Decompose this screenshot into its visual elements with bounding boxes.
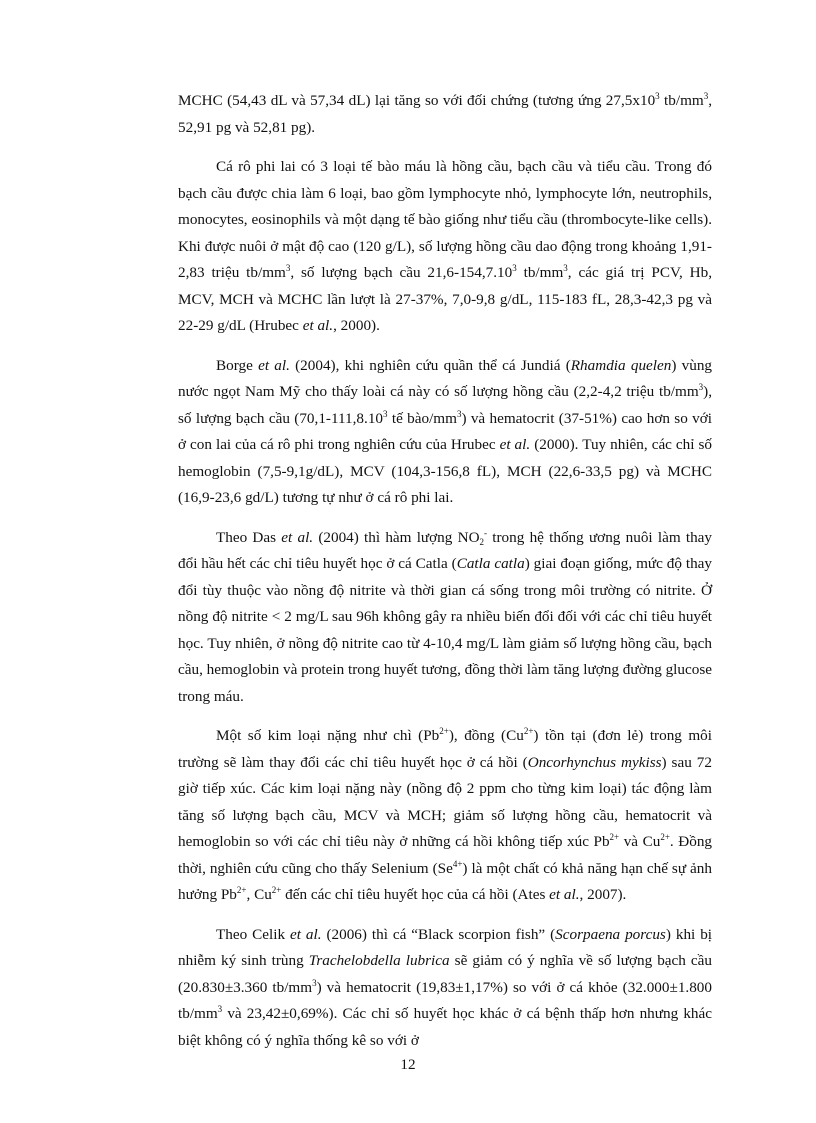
superscript: 3 [655, 91, 660, 101]
text-run: và 23,42±0,69%). Các chỉ số huyết học khác ở cá bệnh thấp hơn nhưng khác biệt không có ý nghĩa thống kê so với ở [178, 1005, 712, 1049]
text-run: ) là một chất có khả năng hạn chế sự ảnh hưởng Pb [178, 859, 712, 903]
superscript: 3 [703, 91, 709, 101]
text-run: ), số lượng bạch cầu (70,1-111,8.10 [178, 383, 712, 427]
text-run: sẽ giảm có ý nghĩa về số lượng bạch cầu (20.830±3.360 tb/mm [178, 952, 713, 996]
text-run: , 52,91 pg và 52,81 pg). [178, 92, 712, 136]
text-run: tế bào/mm [387, 409, 457, 427]
subscript: 2 [479, 536, 485, 547]
text-run: Borge [216, 356, 259, 374]
paragraph-1 [178, 88, 712, 141]
superscript: 3 [456, 408, 462, 419]
paragraph-3 [178, 353, 712, 512]
italic-text: et al. [549, 886, 580, 903]
text-run: ) và hematocrit (19,83±1,17%) so với ở cá khỏe (32.000±1.800 tb/mm [178, 978, 712, 1022]
superscript: 2+ [439, 726, 449, 736]
italic-text: Rhamdia quelen [570, 356, 672, 374]
paragraph-4 [178, 525, 712, 711]
superscript: 3 [512, 263, 517, 273]
italic-text: et al. [290, 925, 322, 943]
text-run: , các giá trị PCV, Hb, MCV, MCH và MCHC lần lượt là 27-37%, 7,0-9,8 g/dL, 115-183 fL, 28,3-42,3 pg và 22-29 g/dL (Hrubec [178, 264, 712, 334]
text-run: , Cu [246, 886, 272, 903]
italic-text: et al. [499, 436, 531, 453]
superscript: 4+ [452, 858, 463, 869]
italic-text: et al. [281, 528, 314, 546]
text-run: đến các chỉ tiêu huyết học của cá hồi (Ates [281, 886, 550, 903]
text-run: Cá rô phi lai có 3 loại tế bào máu là hồng cầu, bạch cầu và tiểu cầu. Trong đó bạch cầu được chia làm 6 loại, bao gồm lymphocyte nhỏ, lymphocyte lớn, neutrophils, monocytes, eosinophils và một dạng tế bào giống như tiểu cầu (thrombocyte-like cells). Khi được nuôi ở mật độ cao (120 g/L), số lượng hồng cầu dao động trong khoảng 1,91-2,83 triệu tb/mm [178, 158, 712, 281]
superscript: 3 [698, 382, 704, 392]
text-run: ) vùng nước ngọt Nam Mỹ cho thấy loài cá này có số lượng hồng cầu (2,2-4,2 triệu tb/mm [178, 356, 713, 400]
superscript: - [484, 527, 488, 538]
text-run: và Cu [619, 833, 661, 850]
text-run: ) giai đoạn giống, mức độ thay đổi tùy thuộc vào nồng độ nitrite và thời gian cá sống trong môi trường có nitrite. Ở nồng độ nitrite < 2 mg/L sau 96h không gây ra nhiều biến đổi đối với các chỉ tiêu huyết học. Tuy nhiên, ở nồng độ nitrite cao từ 4-10,4 mg/L làm giảm số lượng hồng cầu, bạch cầu, hemoglobin và protein trong huyết tương, đồng thời làm tăng lượng đường glucose trong máu. [178, 555, 713, 705]
text-run: ) tồn tại (đơn lẻ) trong môi trường sẽ làm thay đổi các chỉ tiêu huyết học ở cá hồi ( [178, 727, 712, 771]
superscript: 3 [217, 1004, 223, 1014]
italic-text: Oncorhynchus mykiss [527, 753, 662, 771]
text-run: tb/mm [659, 92, 704, 109]
italic-text: et al. [258, 356, 290, 374]
paragraph-5 [178, 723, 712, 909]
text-run: (2000). Tuy nhiên, các chỉ số hemoglobin (7,5-9,1g/dL), MCV (104,3-156,8 fL), MCH (22,6-33,5 pg) và MCHC (16,9-23,6 gd/L) tương tự như ở cá rô phi lai. [178, 436, 712, 506]
text-run: . Đồng thời, nghiên cứu cũng cho thấy Selenium (Se [178, 833, 713, 877]
text-run: (2006) thì cá “Black scorpion fish” ( [321, 925, 556, 943]
text-run: Một số kim loại nặng như chì (Pb [216, 727, 440, 744]
text-run: ), đồng (Cu [448, 727, 524, 744]
text-run: (2004) thì hàm lượng NO [313, 528, 480, 546]
superscript: 3 [383, 408, 388, 419]
superscript: 2+ [660, 832, 670, 842]
superscript: 2+ [236, 885, 247, 895]
italic-text: Trachelobdella lubrica [308, 952, 450, 969]
text-run: trong hệ thống ương nuôi làm thay đổi hầu hết các chỉ tiêu huyết học ở cá Catla ( [178, 528, 713, 572]
paragraph-6 [178, 922, 712, 1055]
text-run: , số lượng bạch cầu 21,6-154,7.10 [290, 264, 513, 281]
superscript: 3 [563, 263, 568, 273]
text-run: MCHC (54,43 dL và 57,34 dL) lại tăng so với đối chứng (tương ứng 27,5x10 [178, 92, 656, 109]
text-run: tb/mm [516, 264, 564, 281]
text-run: (2004), khi nghiên cứu quần thể cá Jundiá ( [289, 356, 571, 374]
text-run: , 2007). [579, 886, 627, 903]
text-run: ) sau 72 giờ tiếp xúc. Các kim loại nặng này (nồng độ 2 ppm cho từng kim loại) tác động làm tăng số lượng bạch cầu, MCV và MCH; giảm số lượng hồng cầu, hematocrit và hemoglobin so với các chỉ tiêu này ở những cá hồi không tiếp xúc Pb [178, 753, 712, 850]
document-body [178, 88, 712, 1054]
text-run: Theo Celik [216, 925, 290, 943]
italic-text: et al. [302, 317, 334, 334]
text-run: , 2000). [333, 317, 380, 334]
superscript: 2+ [609, 832, 620, 842]
superscript: 2+ [523, 726, 534, 736]
page-number: 12 [400, 1056, 416, 1073]
italic-text: Catla catla [456, 555, 525, 572]
paragraph-2 [178, 154, 712, 340]
superscript: 3 [312, 977, 317, 988]
text-run: ) và hematocrit (37-51%) cao hơn so với ở con lai của cá rô phi trong nghiên cứu của Hrubec [178, 409, 712, 453]
italic-text: Scorpaena porcus [555, 925, 666, 943]
text-run: ) khi bị nhiễm ký sinh trùng [178, 925, 713, 969]
superscript: 3 [285, 263, 291, 273]
superscript: 2+ [271, 885, 282, 895]
text-run: Theo Das [216, 528, 282, 546]
